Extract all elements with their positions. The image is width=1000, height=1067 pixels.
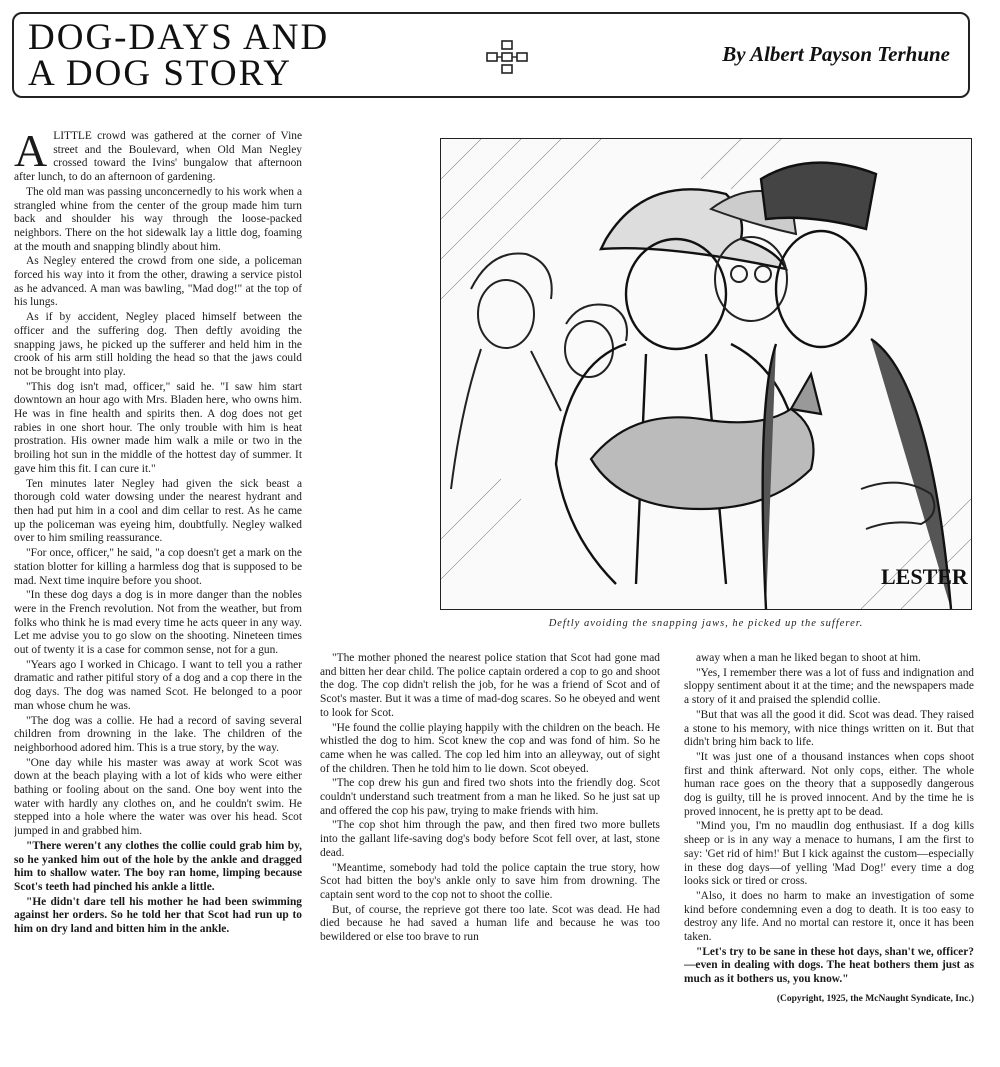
woman-figure	[451, 253, 561, 489]
paragraph: As if by accident, Negley placed himself between the officer and the suffering dog. Then deftly avoiding the snapping jaws, he picked up the sufferer and held him in the crook of his arm still holding the head so that the jaws could not be brought into play.	[14, 311, 302, 378]
paragraph: "The dog was a collie. He had a record of saving several children from drowning in the lake. The children of the neighborhood adored him. This is a true story, by the way.	[14, 714, 302, 754]
drop-cap: A	[14, 130, 48, 176]
paragraph: "Mind you, I'm no maudlin dog enthusiast. If a dog kills sheep or is in any way a menace to humans, I am the first to say: 'Get rid of him!' But I kick against the custom—especially in these dog days—of yelling 'Mad Dog!' every time a dog looks sick or tired or cross.	[684, 820, 974, 888]
paragraph: "Yes, I remember there was a lot of fuss and indignation and sloppy sentiment about it at the time; and the newspapers made a story of it and praised the splendid collie.	[684, 666, 974, 707]
paragraph: "It was just one of a thousand instances when cops shoot first and think afterward. Not only cops, either. The whole human race goes on the theory that a supposedly dangerous dog is guilty, till he is proved innocent. And by the time he is proved innocent, he is pretty apt to be dead.	[684, 750, 974, 818]
paragraph: "But that was all the good it did. Scot was dead. They raised a stone to his memory, with nice things written on it. But that didn't bring him back to life.	[684, 708, 974, 749]
illustration-drawing	[441, 139, 971, 609]
paragraph: The old man was passing unconcernedly to his work when a strangled whine from the center of the group made him turn back and shoulder his way through the loose-packed neighbors. There on the hot sidewalk lay a little dog, foaming at the mouth and snapping blindly about him.	[14, 185, 302, 253]
article-title	[28, 17, 330, 94]
paragraph: "The cop drew his gun and fired two shots into the friendly dog. Scot couldn't understand such treatment from a man he liked. So he just sat up and offered the cop his paw, trying to make friends with him.	[320, 777, 660, 817]
article-column-3	[684, 652, 974, 1062]
illustration-caption: Deftly avoiding the snapping jaws, he picked up the sufferer.	[548, 618, 864, 629]
paragraph: As Negley entered the crowd from one side, a policeman forced his way into it from the other, drawing a service pistol as he advanced. A man was bawling, "Mad dog!" at the top of his lungs.	[14, 255, 302, 309]
paragraph: But, of course, the reprieve got there too late. Scot was dead. He had died because he had saved a human life and because he was too bewildered or else too brave to run	[320, 903, 660, 944]
article-column-1	[14, 130, 302, 1050]
paragraph: Ten minutes later Negley had given the sick beast a thorough cold water dowsing under the nearest hydrant and then had put him in a cool and dim cellar to rest. As he came up the policeman was eyeing him, doubtfully. Negley walked over to him smiling reassurance.	[14, 477, 302, 545]
paragraph: "This dog isn't mad, officer," said he. "I saw him start downtown an hour ago with Mrs. Bladen here, who owns him. He was in fine health and spirits then. A dog does not get rabies in one short hour. The only trouble with him is heat prostration. His owner made him walk a mile or two in the broiling hot sun in the middle of the hottest day of summer. It gave him this fit. I can cure it."	[14, 380, 302, 475]
child-figure	[565, 304, 627, 377]
author-byline: By Albert Payson Terhune	[722, 42, 950, 66]
paragraph: "Also, it does no harm to make an investigation of some kind before condemning even a dog to death. It is too easy to destroy any life. And no mortal can restore it, once it has been taken.	[684, 889, 974, 944]
paragraph: away when a man he liked began to shoot at him.	[696, 652, 921, 664]
paragraph: "Meantime, somebody had told the police captain the true story, how Scot had bitten the boy's ankle only to save him from drowning. The captain sent word to the cop not to shoot the collie.	[320, 861, 660, 901]
paragraph: "He didn't dare tell his mother he had been swimming against her orders. So he told her that Scot had run up to him on dry land and bitten him in the ankle.	[14, 895, 302, 936]
artist-signature: LESTER	[881, 564, 968, 589]
title-line-2: A DOG STORY	[28, 53, 292, 94]
paragraph: "For once, officer," he said, "a cop doesn't get a mark on the station blotter for killing a harmless dog that is supposed to be mad. Next time inquire before you shoot.	[14, 547, 302, 587]
copyright-notice: (Copyright, 1925, the McNaught Syndicate, Inc.)	[776, 993, 974, 1004]
paragraph: "Let's try to be sane in these hot days, shan't we, officer?—even in dealing with dogs. The heat bothers them just as much as it bothers us, you know."	[684, 945, 974, 986]
paragraph: "The mother phoned the nearest police station that Scot had gone mad and bitten her dear child. The police captain ordered a cop to go and shoot the dog. The cop didn't relish the job, for he was a friend of Scot and of Scot's master. But it was a time of mad-dog scares. So he obeyed and went to look for Scot.	[320, 652, 660, 719]
paragraph: "He found the collie playing happily with the children on the beach. He whistled the dog to him. Scot knew the cop and was fond of him. So he came when he was called. The cop led him into an alleyway, out of sight of the children. Then he told him to lie down. Scot obeyed.	[320, 721, 660, 775]
title-line-1: DOG-DAYS AND	[28, 17, 330, 58]
paragraph: "The cop shot him through the paw, and then fired two more bullets into the gallant life-saving dog's body before Scot fell over, at last, stone dead.	[320, 819, 660, 859]
masthead	[12, 12, 970, 98]
paragraph: "There weren't any clothes the collie could grab him by, so he yanked him out of the hole by the ankle and dragged him to shallow water. The boy ran home, limping because Scot's teeth had pinched his ankle a little.	[14, 839, 302, 893]
article-column-2	[320, 652, 660, 1062]
ornament-icon	[484, 40, 530, 74]
paragraph: "Years ago I worked in Chicago. I want to tell you a rather dramatic and rather pitiful story of a dog and a cop there in the dog days. The dog was named Scot. He belonged to a poor man whose chum he was.	[14, 658, 302, 712]
article-illustration	[440, 138, 972, 610]
paragraph: LITTLE crowd was gathered at the corner of Vine street and the Boulevard, when Old Man Negley crossed toward the Ivins' bungalow that afternoon after lunch, to do an afternoon of gardening.	[14, 130, 302, 184]
paragraph: "One day while his master was away at work Scot was down at the beach playing with a lot of kids who were either bathing or fooling about on the sand. One boy went into the water with hardly any clothes on, and he couldn't swim. He stepped into a hole where the water was over his head. Scot jumped in and grabbed him.	[14, 756, 302, 838]
dog-figure	[591, 374, 821, 509]
paragraph: "In these dog days a dog is in more danger than the nobles were in the French revolution. Not from the weather, but from folks who think he is mad every time he acts queer in any way. Let me advise you to go slow on the shooting. Nineteen times out of twenty it is a case for common sense, not for a gun.	[14, 589, 302, 657]
